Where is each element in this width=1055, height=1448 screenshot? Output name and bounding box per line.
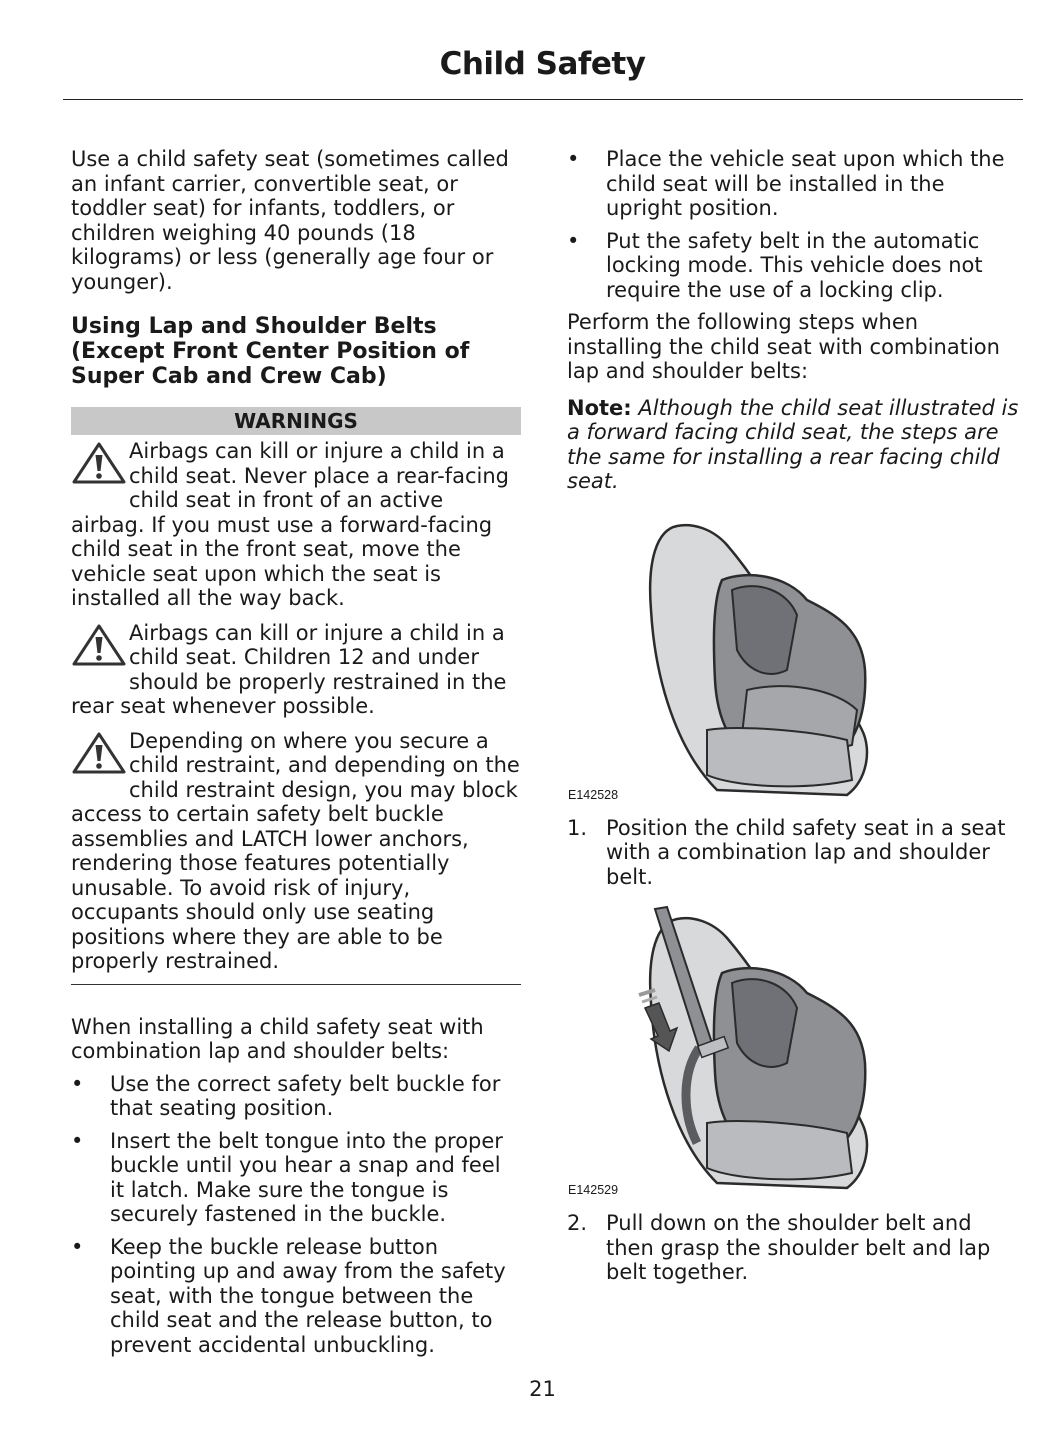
list-item: • Put the safety belt in the automatic locking mode. This vehicle does not require the use of a locking clip.: [567, 228, 983, 302]
step-list-1: [567, 816, 1019, 890]
warning-triangle-icon: [71, 623, 129, 689]
child-seat-illustration: [647, 520, 887, 800]
warning-text: Airbags can kill or injure a child in a child seat. Never place a rear-facing child seat in front of an active airbag. If you must use a forward-facing child seat in the front seat, move the vehicle seat upon which the seat is installed all the way back.: [71, 439, 509, 610]
figure-id: E142529: [568, 1183, 619, 1197]
installing-intro: When installing a child safety seat with combination lap and shoulder belts:: [71, 1014, 484, 1063]
warning-2: [71, 621, 521, 719]
intro-paragraph: Use a child safety seat (sometimes called an infant carrier, convertible seat, or toddler seat) for infants, toddlers, or children weighing 40 pounds (18 kilograms) or less (generally age four or younger).: [71, 147, 509, 294]
page-title: Child Safety: [439, 46, 646, 82]
figure-child-seat-1: [567, 520, 1019, 808]
title-divider: [63, 99, 1023, 100]
warning-triangle-icon: [71, 731, 129, 797]
warning-text: Airbags can kill or injure a child in a child seat. Children 12 and under should be properly restrained in the rear seat whenever possible.: [71, 620, 507, 718]
warnings-header: WARNINGS: [71, 407, 521, 435]
page-number: 21: [529, 1377, 556, 1401]
warning-1: [71, 439, 521, 611]
right-column: [567, 147, 1019, 1285]
warning-triangle-icon: [71, 441, 129, 507]
warning-3: [71, 729, 521, 974]
step-list-2: [567, 1211, 1019, 1285]
left-bullet-list: [71, 1072, 521, 1358]
list-item: • Use the correct safety belt buckle for that seating position.: [71, 1071, 501, 1120]
child-seat-belt-illustration: [637, 903, 887, 1193]
left-column: [71, 147, 521, 1365]
note-label: Note:: [567, 395, 632, 420]
note-text: Although the child seat illustrated is a forward facing child seat, the steps are the same for installing a rear facing child seat.: [567, 395, 1019, 493]
list-item: • Place the vehicle seat upon which the child seat will be installed in the upright position.: [567, 147, 1005, 220]
figure-id: E142528: [568, 787, 619, 802]
list-item: • Insert the belt tongue into the proper buckle until you hear a snap and feel it latch. Make sure the tongue is securely fastened in the buckle.: [71, 1128, 503, 1226]
step-item: 2. Pull down on the shoulder belt and then grasp the shoulder belt and lap belt together.: [567, 1211, 991, 1284]
step-item: 1. Position the child safety seat in a seat with a combination lap and shoulder belt.: [567, 815, 1006, 889]
right-bullet-list: [567, 147, 1019, 302]
warnings-end-divider: [71, 984, 521, 985]
list-item: • Keep the buckle release button pointing up and away from the safety seat, with the tongue between the child seat and the release button, to prevent accidental unbuckling.: [71, 1234, 506, 1357]
section-heading: Using Lap and Shoulder Belts (Except Front Center Position of Super Cab and Crew Cab): [71, 314, 470, 389]
warning-text: Depending on where you secure a child restraint, and depending on the child restraint design, you may block access to certain safety belt buckle assemblies and LATCH lower anchors, rendering those features potentially unusable. To avoid risk of injury, occupants should only use seating positions where they are able to be properly restrained.: [71, 728, 520, 973]
figure-child-seat-2: [567, 903, 1019, 1203]
perform-paragraph: Perform the following steps when installing the child seat with combination lap and shoulder belts:: [567, 310, 1000, 383]
note-paragraph: [567, 396, 1019, 494]
